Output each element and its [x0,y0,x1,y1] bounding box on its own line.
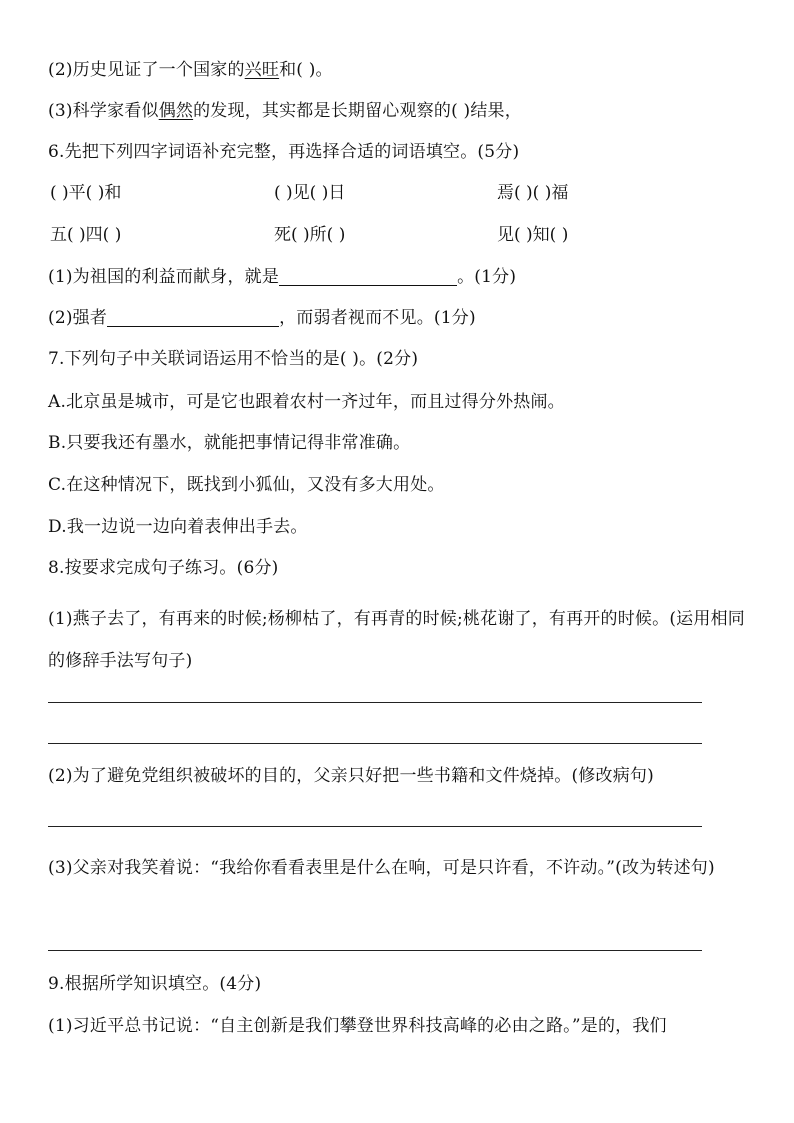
q5-item-2 [48,58,333,82]
answer-line[interactable] [48,702,702,703]
q9-sub-1: (1)习近平总书记说：“自主创新是我们攀登世界科技高峰的必由之路。”是的，我们 [48,1016,667,1036]
q5-item-3-underlined: 偶然 [158,101,194,121]
q5-item-2-post: 和( )。 [279,60,333,80]
q6-idiom-2: ( )见( )日 [274,183,346,203]
q6-sub-2 [48,306,476,330]
answer-line[interactable] [48,950,702,951]
q6-sub-1-pre: (1)为祖国的利益而献身，就是 [48,267,280,287]
q6-sub-2-blank[interactable] [107,308,279,327]
q8-title: 8.按要求完成句子练习。(6分) [48,558,279,578]
q7-title: 7.下列句子中关联词语运用不恰当的是( )。(2分) [48,349,419,369]
q6-sub-1-blank[interactable] [279,267,457,286]
q5-item-3-post: 的发现，其实都是长期留心观察的( )结果， [193,101,522,121]
q6-title: 6.先把下列四字词语补充完整，再选择合适的词语填空。(5分) [48,142,520,162]
q7-option-a: A.北京虽是城市，可是它也跟着农村一齐过年，而且过得分外热闹。 [48,392,565,412]
q6-idiom-6: 见( )知( ) [497,225,569,245]
q6-idiom-4: 五( )四( ) [50,225,122,245]
q9-title: 9.根据所学知识填空。(4分) [48,974,262,994]
answer-line[interactable] [48,743,702,744]
q6-sub-2-pre: (2)强者 [48,308,108,328]
q6-sub-2-post: ，而弱者视而不见。(1分) [279,308,476,328]
q6-idiom-5: 死( )所( ) [274,225,346,245]
answer-line[interactable] [48,826,702,827]
q6-idiom-3: 焉( )( )福 [497,183,569,203]
q6-sub-1-post: 。(1分) [457,267,517,287]
q8-sub-2: (2)为了避免党组织被破坏的目的，父亲只好把一些书籍和文件烧掉。(修改病句) [48,766,654,786]
q8-sub-3: (3)父亲对我笑着说：“我给你看看表里是什么在响，可是只许看，不许动。”(改为转述句) [48,858,715,878]
q7-option-c: C.在这种情况下，既找到小狐仙，又没有多大用处。 [48,475,445,495]
q5-item-2-underlined: 兴旺 [244,60,280,80]
q5-item-2-pre: (2)历史见证了一个国家的 [48,60,245,80]
q6-idiom-1: ( )平( )和 [50,183,122,203]
q5-item-3-pre: (3)科学家看似 [48,101,159,121]
q8-sub-1: (1)燕子去了，有再来的时候;杨柳枯了，有再青的时候;桃花谢了，有再开的时候。(运用相同的修辞手法写句子) [48,609,745,671]
q5-item-3 [48,99,522,123]
q7-option-b: B.只要我还有墨水，就能把事情记得非常准确。 [48,433,411,453]
q6-sub-1 [48,265,516,289]
q7-option-d: D.我一边说一边向着表伸出手去。 [48,517,308,537]
